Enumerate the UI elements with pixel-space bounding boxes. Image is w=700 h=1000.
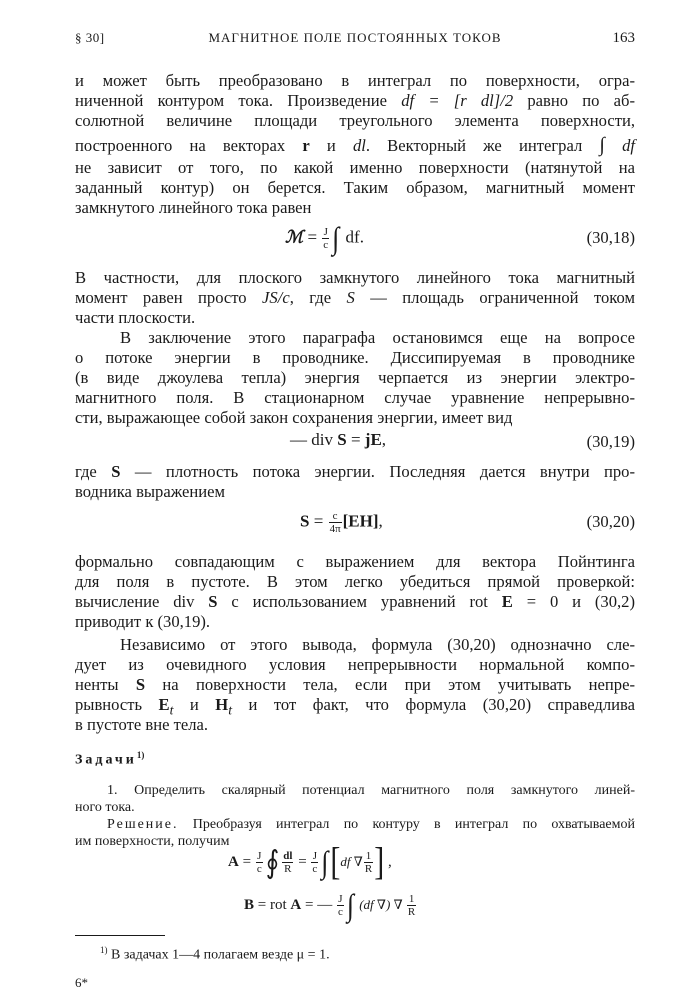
- text-line: рывность $E_t$ и $H_t$ и тот факт, что формула (30,20) справедлива: [75, 695, 635, 718]
- text-line: и может быть преобразовано в интеграл по поверхности, огра-: [75, 71, 635, 90]
- text-line: магнитного поля. В стационарном случае уравнение непрерывно-: [75, 388, 635, 407]
- text-line: части плоскости.: [75, 308, 196, 327]
- problems-heading: Задачи$^{1)}$: [75, 750, 145, 768]
- equation-number: (30,18): [586, 228, 635, 247]
- text-line: вычисление div S с использованием уравнений rot E = 0 и (30,2): [75, 592, 635, 611]
- equation-30-18: ℳ = $\frac{J}{c}$ ∫ df. (30,18): [285, 220, 635, 256]
- solution-line: им поверхности, получим: [75, 834, 230, 849]
- page-number: 163: [612, 30, 635, 46]
- integral-sign: ∫: [599, 134, 605, 156]
- contour-integral-sign: ∮: [265, 844, 280, 880]
- text-line: солютной величине площади треугольного элемента поверхности,: [75, 111, 635, 130]
- text-line: не зависит от того, по какой именно поверхности (натянутой на: [75, 158, 635, 177]
- text-line: в пустоте вне тела.: [75, 715, 209, 734]
- inline-math: df = [r dl]/2: [401, 91, 514, 110]
- equation-number: (30,19): [586, 432, 635, 451]
- text-line: приводит к (30,19).: [75, 612, 211, 631]
- equation-number: (30,20): [586, 512, 635, 531]
- text-line: Независимо от этого вывода, формула (30,20) однозначно сле-: [120, 635, 635, 654]
- problem-line: ного тока.: [75, 800, 135, 815]
- magnetic-moment-symbol: ℳ: [285, 227, 304, 247]
- solution-line: Решение. Преобразуя интеграл по контуру в интеграл по охватываемой: [107, 817, 635, 832]
- solution-equation-a: A = $\frac{J}{c}$ ∮ $\frac{dl}{R}$ = $\frac{J}{c}$ ∫[df ∇ $\frac{1}{R}$ ] ,: [228, 840, 392, 884]
- running-header: [75, 30, 635, 50]
- solution-equation-b: B = rot A = — $\frac{J}{c}$ ∫ (df ∇) ∇ $\frac{1}{R}$: [244, 887, 416, 923]
- text-line: дует из очевидного условия непрерывности нормальной компо-: [75, 655, 635, 674]
- text-line: В заключение этого параграфа остановимся еще на вопросе: [120, 328, 635, 347]
- text-line: ненты S на поверхности тела, если при этом учитывать непре-: [75, 675, 635, 694]
- footnote-rule: [75, 935, 165, 936]
- equation-30-20: S = $\frac{c}{4\pi}$ [EH], (30,20): [300, 510, 635, 535]
- text-line: о потоке энергии в проводнике. Диссипируемая в проводнике: [75, 348, 635, 367]
- integral-sign: ∫: [332, 220, 340, 256]
- text-line: водника выражением: [75, 482, 225, 501]
- text-line: ниченной контуром тока. Произведение df = [r dl]/2 равно по аб-: [75, 91, 635, 110]
- text-line: момент равен просто JS/c, где S — площадь ограниченной током: [75, 288, 635, 307]
- solution-label: Решение.: [107, 817, 179, 832]
- integral-sign: ∫: [321, 844, 329, 880]
- text-line: для поля в пустоте. В этом легко убедиться прямой проверкой:: [75, 572, 635, 591]
- problem-line: 1. Определить скалярный потенциал магнитного поля замкнутого линей-: [107, 783, 635, 798]
- text-line: сти, выражающее собой закон сохранения энергии, имеет вид: [75, 408, 513, 427]
- text-line: (в виде джоулева тепла) энергия черпается из энергии электро-: [75, 368, 635, 387]
- section-number: § 30]: [75, 30, 105, 45]
- running-title: МАГНИТНОЕ ПОЛЕ ПОСТОЯННЫХ ТОКОВ: [208, 30, 502, 45]
- text-line: формально совпадающим с выражением для вектора Пойнтинга: [75, 552, 635, 571]
- text-line: где S — плотность потока энергии. Последняя дается внутри про-: [75, 462, 636, 481]
- text-line: замкнутого линейного тока равен: [75, 198, 312, 217]
- integral-sign: ∫: [346, 887, 354, 923]
- text-line: В частности, для плоского замкнутого линейного тока магнитный: [75, 268, 635, 287]
- signature-mark: 6*: [75, 975, 88, 990]
- text-line: заданный контур) он берется. Таким образом, магнитный момент: [75, 178, 635, 197]
- text-line: построенного на векторах r и dl. Векторный же интеграл ∫ df: [75, 134, 635, 156]
- footnote: $^{1)}$ В задачах 1—4 полагаем везде μ = 1.: [100, 945, 330, 963]
- equation-30-19: — div S = jE, (30,19): [290, 430, 635, 451]
